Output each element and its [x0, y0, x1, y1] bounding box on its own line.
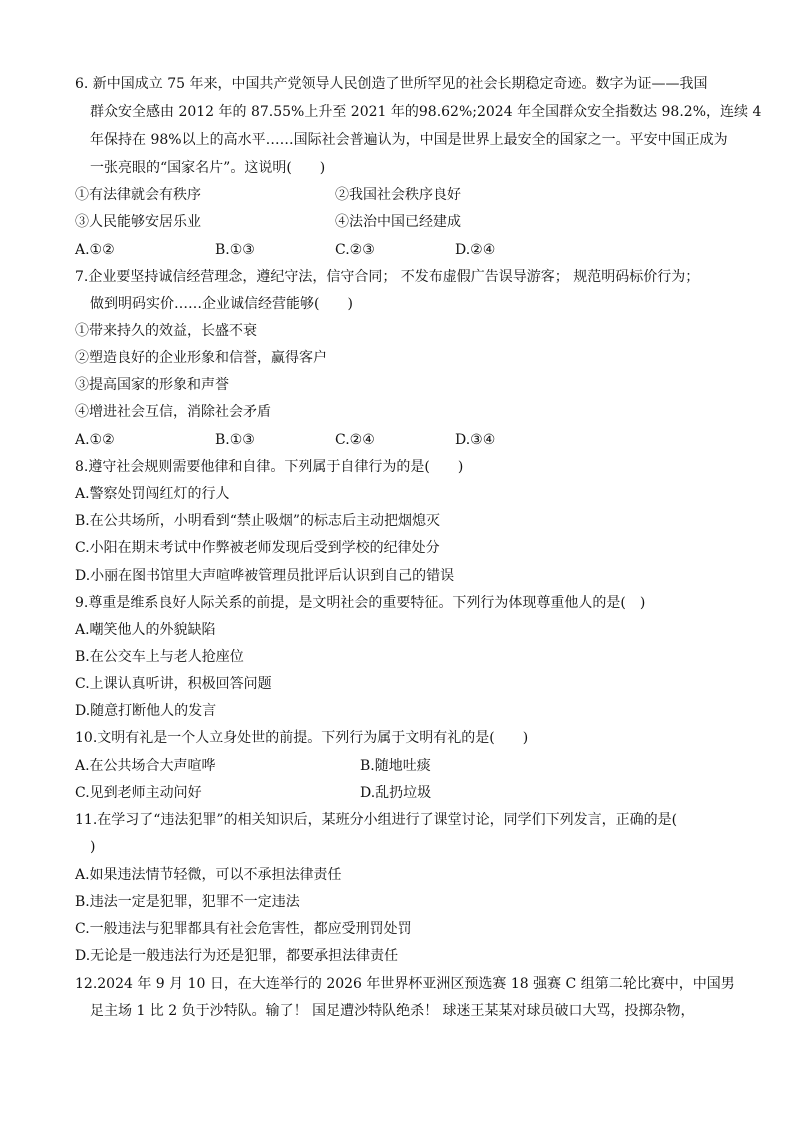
question-10-stem-line: 10.文明有礼是一个人立身处世的前提。下列行为属于文明有礼的是( ) [75, 730, 529, 746]
choice-a: A.①② [75, 242, 115, 258]
option-c: C.见到老师主动问好 [75, 785, 202, 801]
question-11-stem-line: 11.在学习了“违法犯罪”的相关知识后，某班分小组进行了课堂讨论，同学们下列发言，正确的是( [75, 812, 678, 828]
question-9-stem-line: 9.尊重是维系良好人际关系的前提，是文明社会的重要特征。下列行为体现尊重他人的是( ) [75, 595, 646, 611]
question-7-stem-line: 做到明码实价……企业诚信经营能够( ) [90, 296, 353, 312]
option-a: A.在公共场合大声喧哗 [75, 758, 216, 774]
question-7-stem-line: 7.企业要坚持诚信经营理念，遵纪守法，信守合同； 不发布虚假广告误导游客； 规范明码标价行为； [75, 269, 700, 285]
statement: ③提高国家的形象和声誉 [75, 377, 229, 393]
statement: ④法治中国已经建成 [335, 214, 461, 230]
question-6-stem-line: 群众安全感由 2012 年的 87.55%上升至 2021 年的98.62%;2024 年全国群众安全指数达 98.2%，连续 4 [90, 104, 762, 120]
choice-c: C.②④ [335, 432, 375, 448]
question-6-stem-line: 年保持在 98%以上的高水平……国际社会普遍认为，中国是世界上最安全的国家之一。平安中国正成为 [90, 132, 728, 148]
question-12-stem-line: 12.2024 年 9 月 10 日，在大连举行的 2026 年世界杯亚洲区预选赛 18 强赛 C 组第二轮比赛中，中国男 [75, 976, 735, 992]
choice-d: D.②④ [455, 242, 496, 258]
statement: ②我国社会秩序良好 [335, 187, 461, 203]
option-c: C.一般违法与犯罪都具有社会危害性，都应受刑罚处罚 [75, 921, 412, 937]
statement: ①有法律就会有秩序 [75, 187, 201, 203]
option-d: D.无论是一般违法行为还是犯罪，都要承担法律责任 [75, 948, 399, 964]
option-c: C.上课认真听讲，积极回答问题 [75, 676, 272, 692]
option-b: B.违法一定是犯罪，犯罪不一定违法 [75, 894, 300, 910]
question-6-stem-line: 一张亮眼的“国家名片”。这说明( ) [90, 160, 326, 176]
option-d: D.小丽在图书馆里大声喧哗被管理员批评后认识到自己的错误 [75, 568, 455, 584]
statement: ①带来持久的效益，长盛不衰 [75, 323, 257, 339]
choice-d: D.③④ [455, 432, 496, 448]
option-b: B.在公共场所，小明看到“禁止吸烟”的标志后主动把烟熄灭 [75, 513, 441, 529]
choice-b: B.①③ [215, 242, 255, 258]
choice-b: B.①③ [215, 432, 255, 448]
option-a: A.嘲笑他人的外貌缺陷 [75, 622, 216, 638]
question-6-stem-line: 6. 新中国成立 75 年来，中国共产党领导人民创造了世所罕见的社会长期稳定奇迹。数字为证——我国 [75, 76, 708, 92]
option-d: D.随意打断他人的发言 [75, 703, 217, 719]
question-8-stem-line: 8.遵守社会规则需要他律和自律。下列属于自律行为的是( ) [75, 459, 464, 475]
statement: ③人民能够安居乐业 [75, 214, 201, 230]
question-11-stem-line: ) [90, 839, 96, 855]
option-b: B.在公交车上与老人抢座位 [75, 649, 244, 665]
statement: ④增进社会互信，消除社会矛盾 [75, 404, 271, 420]
option-c: C.小阳在期末考试中作弊被老师发现后受到学校的纪律处分 [75, 540, 440, 556]
option-d: D.乱扔垃圾 [360, 785, 432, 801]
option-a: A.警察处罚闯红灯的行人 [75, 486, 230, 502]
option-a: A.如果违法情节轻微，可以不承担法律责任 [75, 867, 342, 883]
choice-c: C.②③ [335, 242, 375, 258]
choice-a: A.①② [75, 432, 115, 448]
statement: ②塑造良好的企业形象和信誉，赢得客户 [75, 350, 327, 366]
option-b: B.随地吐痰 [360, 758, 431, 774]
question-12-stem-line: 足主场 1 比 2 负于沙特队。输了！ 国足遭沙特队绝杀！ 球迷王某某对球员破口大骂，投掷杂物， [90, 1003, 695, 1019]
